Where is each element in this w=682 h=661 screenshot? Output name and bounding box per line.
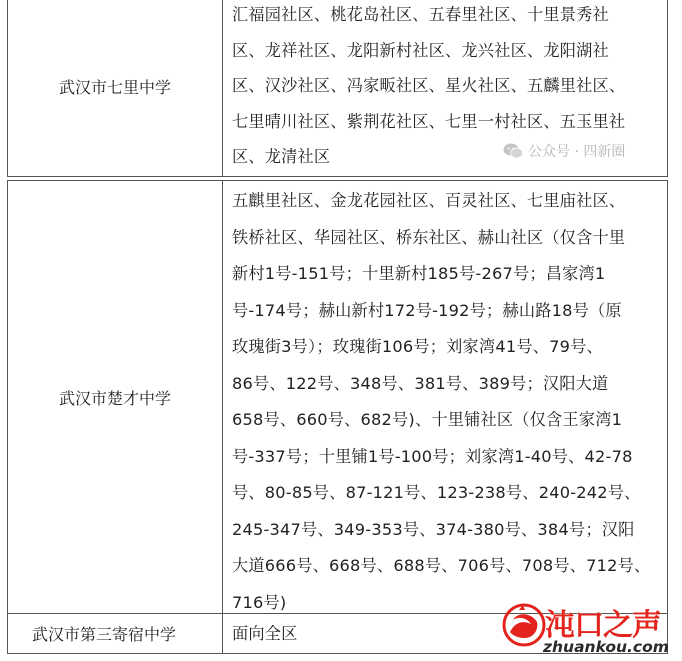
school-name-cell: [8, 0, 223, 176]
site-logo: [495, 598, 682, 661]
area-line: 玫瑰街3号）；玫瑰街106号；刘家湾41号、79号、: [232, 337, 603, 356]
area-line: 658号、660号、682号)、十里铺社区（仅含王家湾1: [232, 410, 623, 429]
school-name-cell: [8, 614, 223, 653]
area-line: 大道666号、668号、688号、706号、708号、712号、: [232, 556, 651, 575]
school-name: 武汉市第三寄宿中学: [32, 625, 177, 644]
logo-brand: 沌口之声: [545, 608, 661, 643]
area-cell: [223, 181, 667, 613]
watermark-text: 公众号 · 四新圈: [528, 144, 626, 160]
wechat-watermark: [503, 141, 625, 161]
area-line: 716号): [232, 592, 287, 612]
school-name: 武汉市七里中学: [58, 77, 171, 97]
table-row: [7, 180, 668, 614]
area-line: 号、80-85号、87-121号、123-238号、240-242号、: [232, 483, 641, 502]
area-line: 区、龙清社区: [232, 147, 331, 167]
emblem-icon: [501, 602, 547, 648]
district-table: [7, 0, 668, 654]
area-line: 铁桥社区、华园社区、桥东社区、赫山社区（仅含十里: [232, 227, 626, 247]
logo-domain: zhuankou.com: [543, 638, 669, 656]
school-name-cell: [8, 181, 223, 613]
area-line: 七里晴川社区、紫荆花社区、七里一村社区、五玉里社: [232, 111, 626, 131]
wechat-icon: [503, 143, 523, 159]
area-line: 号-337号；十里铺1号-100号；刘家湾1-40号、42-78: [232, 446, 633, 466]
area-line: 面向全区: [232, 623, 298, 643]
area-line: 区、龙祥社区、龙阳新村社区、龙兴社区、龙阳湖社: [232, 40, 609, 60]
area-line: 86号、122号、348号、381号、389号；汉阳大道: [232, 373, 609, 393]
area-line: 区、汉沙社区、冯家畈社区、星火社区、五麟里社区、: [232, 76, 626, 96]
area-line: 号-174号；赫山新村172号-192号；赫山路18号（原: [232, 300, 622, 320]
area-line: 新村1号-151号；十里新村185号-267号；昌家湾1: [232, 264, 606, 283]
area-line: 汇福园社区、桃花岛社区、五春里社区、十里景秀社: [232, 5, 609, 24]
area-line: 五麒里社区、金龙花园社区、百灵社区、七里庙社区、: [232, 191, 626, 210]
area-line: 245-347号、349-353号、374-380号、384号；汉阳: [232, 519, 635, 539]
school-name: 武汉市楚才中学: [58, 388, 171, 408]
